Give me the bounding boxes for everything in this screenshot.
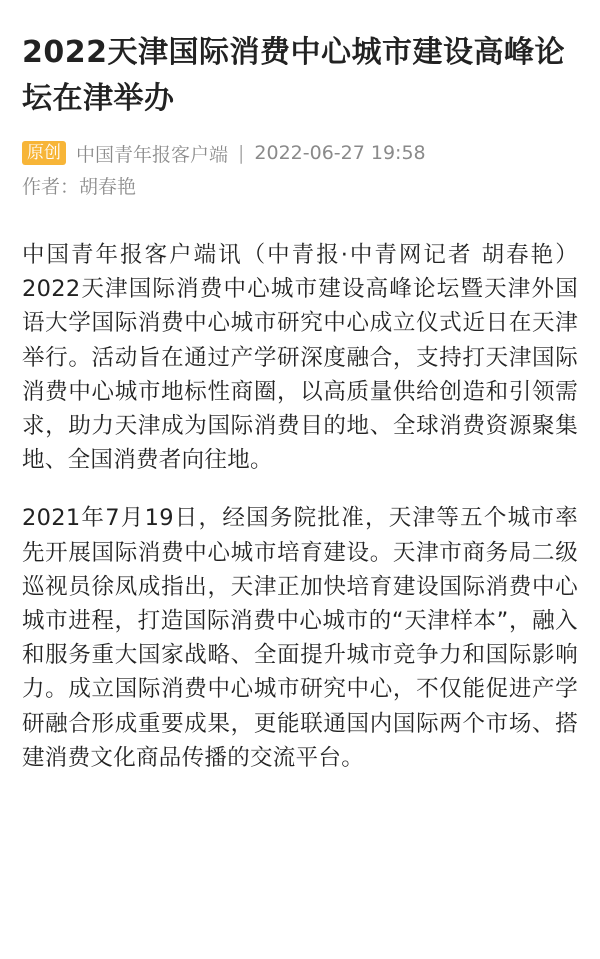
author-label: 作者：: [22, 176, 80, 198]
article-title: 2022天津国际消费中心城市建设高峰论坛在津举办: [22, 35, 565, 116]
paragraph: 中国青年报客户端讯（中青报·中青网记者 胡春艳）2022天津国际消费中心城市建设高峰论坛暨天津外国语大学国际消费中心城市研究中心成立仪式近日在天津举行。活动旨在通过产学研深度融合，支持打天津国际消费中心城市地标性商圈，以高质量供给创造和引领需求，助力天津成为国际消费目的地、全球消费资源聚集地、全国消费者向往地。: [22, 242, 578, 474]
publish-datetime: 2022-06-27 19:58: [254, 142, 426, 164]
author-row: [22, 174, 578, 200]
meta-separator: |: [238, 142, 245, 164]
source-link[interactable]: 中国青年报客户端: [76, 143, 229, 166]
article-meta: [22, 140, 578, 166]
original-badge: 原创: [22, 141, 66, 165]
article-body: [22, 238, 578, 775]
author-name: 胡春艳: [79, 176, 137, 198]
paragraph: 2021年7月19日，经国务院批准，天津等五个城市率先开展国际消费中心城市培育建设。天津市商务局二级巡视员徐凤成指出，天津正加快培育建设国际消费中心城市进程，打造国际消费中心城市的“天津样本”，融入和服务重大国家战略、全面提升城市竞争力和国际影响力。成立国际消费中心城市研究中心，不仅能促进产学研融合形成重要成果，更能联通国内国际两个市场、搭建消费文化商品传播的交流平台。: [22, 505, 578, 771]
